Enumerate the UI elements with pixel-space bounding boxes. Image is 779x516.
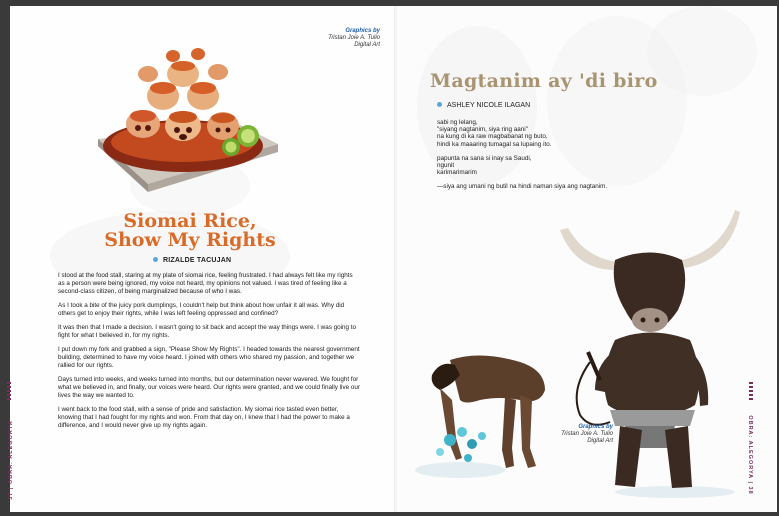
poem-line: hindi ka maaaring tumagal sa lupaing ito. <box>437 140 552 148</box>
bullet-dot-icon <box>153 257 158 262</box>
stanza <box>437 183 697 190</box>
credit-label: Graphics by <box>345 28 380 34</box>
page-marker-right <box>745 382 755 502</box>
page-number-label-right: OBRA: ALEGORYA | 38 <box>747 415 753 495</box>
author-byline-left <box>153 257 231 264</box>
paragraph: I stood at the food stall, staring at my plate of siomai rice, feeling frustrated. I had always felt like my rights as a person were being ignored, my voice not heard, my opinions not valued. I was tired of feeling like a second-class citizen, of being marginalized because of who I was. <box>58 272 353 295</box>
author-byline-right <box>437 102 530 109</box>
bullet-dot-icon <box>437 102 442 107</box>
marker-bars <box>749 382 754 402</box>
poem-title: Magtanim ay 'di biro <box>430 70 658 92</box>
graphics-credit-left <box>300 28 380 49</box>
credit-name: Tristan Joie A. Tulio <box>561 431 613 437</box>
title-line-2: Show My Rights <box>104 229 276 251</box>
paragraph: It was then that I made a decision. I wasn't going to sit back and accept the way things were. I was going to fight for what I believed in, for my rights. <box>58 324 357 339</box>
siomai-rice-illustration <box>88 44 283 196</box>
marker-bars <box>7 382 12 402</box>
title-line-1: Siomai Rice, <box>123 210 257 232</box>
paragraph: I put down my fork and grabbed a sign, "Please Show My Rights". I headed towards the nearest government building, determined to have my voice heard. I joined with others who shared my passion, and together we rallied for our rights. <box>58 346 360 369</box>
poem-line: —siya ang umani ng butil na hindi naman siya ang nagtanim. <box>437 183 608 191</box>
author-name: ASHLEY NICOLE ILAGAN <box>447 102 531 109</box>
credit-label: Graphics by <box>578 424 613 430</box>
poem-line: karimarimarim <box>437 169 477 177</box>
paragraph: As I took a bite of the juicy pork dumplings, I couldn't help but think about how unfair it all was. Why did others get to enjoy their rights, while I was left feeling oppressed and confined? <box>58 302 345 317</box>
graphics-credit-right <box>553 424 613 445</box>
bull-and-farmer-illustration <box>410 200 750 500</box>
stanza <box>437 119 697 148</box>
paragraph: Days turned into weeks, and weeks turned into months, but our determination never wavered. We fought for what we believed in, and finally, our voices were heard. Our rights were granted, and we could finally live our lives the way we wanted to. <box>58 376 360 399</box>
poem-line: ngunit <box>437 162 455 170</box>
stanza <box>437 155 697 177</box>
poem-line: papunta na sana si inay sa Saudi, <box>437 154 532 162</box>
poem-body <box>437 119 697 198</box>
credit-role: Digital Art <box>587 438 613 444</box>
paragraph: I went back to the food stall, with a sense of pride and satisfaction. My siomai rice tasted even better, knowing that I had fought for my rights and won. From that day on, I knew that I had the power to make a difference, and I would never give up my rights again. <box>58 406 350 429</box>
credit-name: Tristan Joie A. Tulio <box>328 35 380 41</box>
page-marker-left <box>6 382 16 502</box>
page-number-label-left: 37 | OBRA: ALEGORYA <box>8 420 14 500</box>
story-title-left <box>100 212 280 250</box>
story-body <box>58 272 360 436</box>
author-name: RIZALDE TACUJAN <box>163 257 232 264</box>
credit-role: Digital Art <box>354 42 380 48</box>
poem-line: na kung di ka raw magbabanat ng buto, <box>437 133 548 141</box>
poem-line: "siyang nagtanim, siya ring aani" <box>437 126 528 134</box>
poem-line: sabi ng lelang, <box>437 119 478 126</box>
